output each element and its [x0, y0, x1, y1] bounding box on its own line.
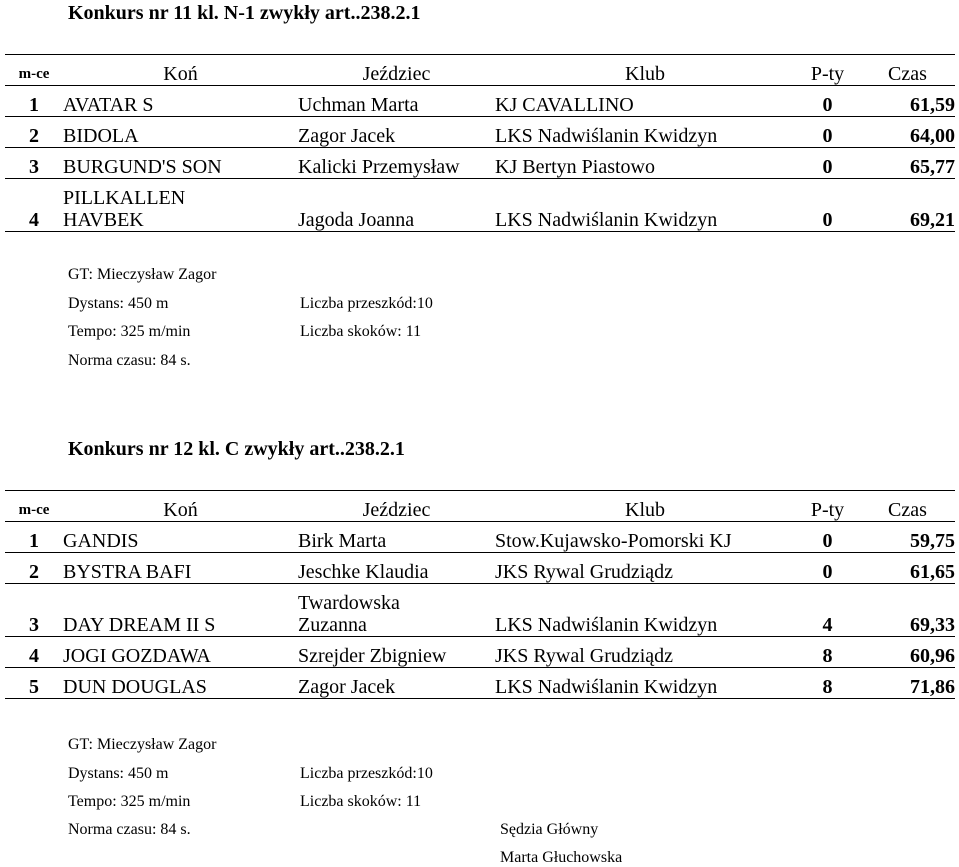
- cell-horse: GANDIS: [63, 522, 298, 553]
- course-distance: Dystans: 450 m: [68, 295, 169, 312]
- cell-rider: Jagoda Joanna: [298, 179, 495, 232]
- cell-place: 1: [5, 86, 63, 117]
- cell-club: JKS Rywal Grudziądz: [495, 637, 795, 668]
- cell-rider: [298, 584, 495, 637]
- cell-place: 1: [5, 522, 63, 553]
- course-designer: GT: Mieczysław Zagor: [68, 266, 217, 283]
- table-row: [5, 86, 955, 117]
- contest1-results-table: [5, 54, 955, 232]
- course-designer: GT: Mieczysław Zagor: [68, 736, 217, 753]
- cell-club: LKS Nadwiślanin Kwidzyn: [495, 668, 795, 699]
- cell-horse: DUN DOUGLAS: [63, 668, 298, 699]
- table-row: [5, 637, 955, 668]
- header-time: Czas: [860, 55, 955, 86]
- time-norm: Norma czasu: 84 s.: [68, 352, 191, 369]
- course-tempo: Tempo: 325 m/min: [68, 323, 191, 340]
- header-horse: Koń: [63, 491, 298, 522]
- cell-horse: [63, 179, 298, 232]
- course-distance: Dystans: 450 m: [68, 765, 169, 782]
- cell-rider: Zagor Jacek: [298, 117, 495, 148]
- cell-rider: Uchman Marta: [298, 86, 495, 117]
- contest2-results-table: [5, 490, 955, 699]
- cell-rider: Szrejder Zbigniew: [298, 637, 495, 668]
- cell-faults: 0: [795, 522, 860, 553]
- table-row: [5, 668, 955, 699]
- cell-horse: AVATAR S: [63, 86, 298, 117]
- header-place: m-ce: [5, 491, 63, 522]
- table-row: [5, 117, 955, 148]
- cell-horse: BURGUND'S SON: [63, 148, 298, 179]
- header-faults: P-ty: [795, 55, 860, 86]
- cell-time: 59,75: [860, 522, 955, 553]
- cell-horse: DAY DREAM II S: [63, 584, 298, 637]
- header-place: m-ce: [5, 55, 63, 86]
- cell-club: JKS Rywal Grudziądz: [495, 553, 795, 584]
- cell-time: 60,96: [860, 637, 955, 668]
- cell-rider: Jeschke Klaudia: [298, 553, 495, 584]
- jump-count: Liczba skoków: 11: [300, 793, 422, 810]
- rider-name-line2: Zuzanna: [298, 614, 367, 636]
- header-rider: Jeździec: [298, 491, 495, 522]
- cell-horse: BIDOLA: [63, 117, 298, 148]
- cell-time: 61,59: [860, 86, 955, 117]
- header-faults: P-ty: [795, 491, 860, 522]
- header-rider: Jeździec: [298, 55, 495, 86]
- table-header-row: [5, 55, 955, 86]
- rider-name-line1: Twardowska: [298, 592, 400, 614]
- cell-place: 2: [5, 553, 63, 584]
- contest1-title: Konkurs nr 11 kl. N-1 zwykły art..238.2.1: [68, 2, 421, 24]
- cell-faults: 0: [795, 86, 860, 117]
- time-norm: Norma czasu: 84 s.: [68, 821, 191, 838]
- header-club: Klub: [495, 55, 795, 86]
- cell-place: 4: [5, 179, 63, 232]
- judge-label: Sędzia Główny: [500, 821, 599, 838]
- cell-faults: 0: [795, 179, 860, 232]
- judge-name: Marta Głuchowska: [500, 849, 623, 866]
- cell-time: 69,21: [860, 179, 955, 232]
- cell-time: 69,33: [860, 584, 955, 637]
- cell-place: 3: [5, 148, 63, 179]
- cell-place: 3: [5, 584, 63, 637]
- cell-club: LKS Nadwiślanin Kwidzyn: [495, 117, 795, 148]
- course-tempo: Tempo: 325 m/min: [68, 793, 191, 810]
- cell-rider: Birk Marta: [298, 522, 495, 553]
- table-header-row: [5, 491, 955, 522]
- table-row: [5, 553, 955, 584]
- cell-time: 71,86: [860, 668, 955, 699]
- cell-faults: 0: [795, 148, 860, 179]
- header-horse: Koń: [63, 55, 298, 86]
- cell-place: 2: [5, 117, 63, 148]
- contest2-title: Konkurs nr 12 kl. C zwykły art..238.2.1: [68, 438, 405, 460]
- header-time: Czas: [860, 491, 955, 522]
- cell-faults: 0: [795, 553, 860, 584]
- cell-place: 4: [5, 637, 63, 668]
- obstacle-count: Liczba przeszkód:10: [300, 765, 433, 782]
- cell-time: 64,00: [860, 117, 955, 148]
- cell-club: Stow.Kujawsko-Pomorski KJ: [495, 522, 795, 553]
- horse-name-line2: HAVBEK: [63, 209, 144, 231]
- table-row: [5, 148, 955, 179]
- cell-horse: JOGI GOZDAWA: [63, 637, 298, 668]
- cell-club: LKS Nadwiślanin Kwidzyn: [495, 179, 795, 232]
- cell-rider: Kalicki Przemysław: [298, 148, 495, 179]
- table-row: [5, 179, 955, 232]
- horse-name-line1: PILLKALLEN: [63, 187, 186, 209]
- cell-place: 5: [5, 668, 63, 699]
- cell-club: LKS Nadwiślanin Kwidzyn: [495, 584, 795, 637]
- cell-faults: 8: [795, 637, 860, 668]
- header-club: Klub: [495, 491, 795, 522]
- cell-time: 65,77: [860, 148, 955, 179]
- cell-horse: BYSTRA BAFI: [63, 553, 298, 584]
- cell-faults: 8: [795, 668, 860, 699]
- cell-rider: Zagor Jacek: [298, 668, 495, 699]
- cell-club: KJ Bertyn Piastowo: [495, 148, 795, 179]
- cell-time: 61,65: [860, 553, 955, 584]
- cell-club: KJ CAVALLINO: [495, 86, 795, 117]
- jump-count: Liczba skoków: 11: [300, 323, 422, 340]
- obstacle-count: Liczba przeszkód:10: [300, 295, 433, 312]
- table-row: [5, 584, 955, 637]
- cell-faults: 4: [795, 584, 860, 637]
- cell-faults: 0: [795, 117, 860, 148]
- table-row: [5, 522, 955, 553]
